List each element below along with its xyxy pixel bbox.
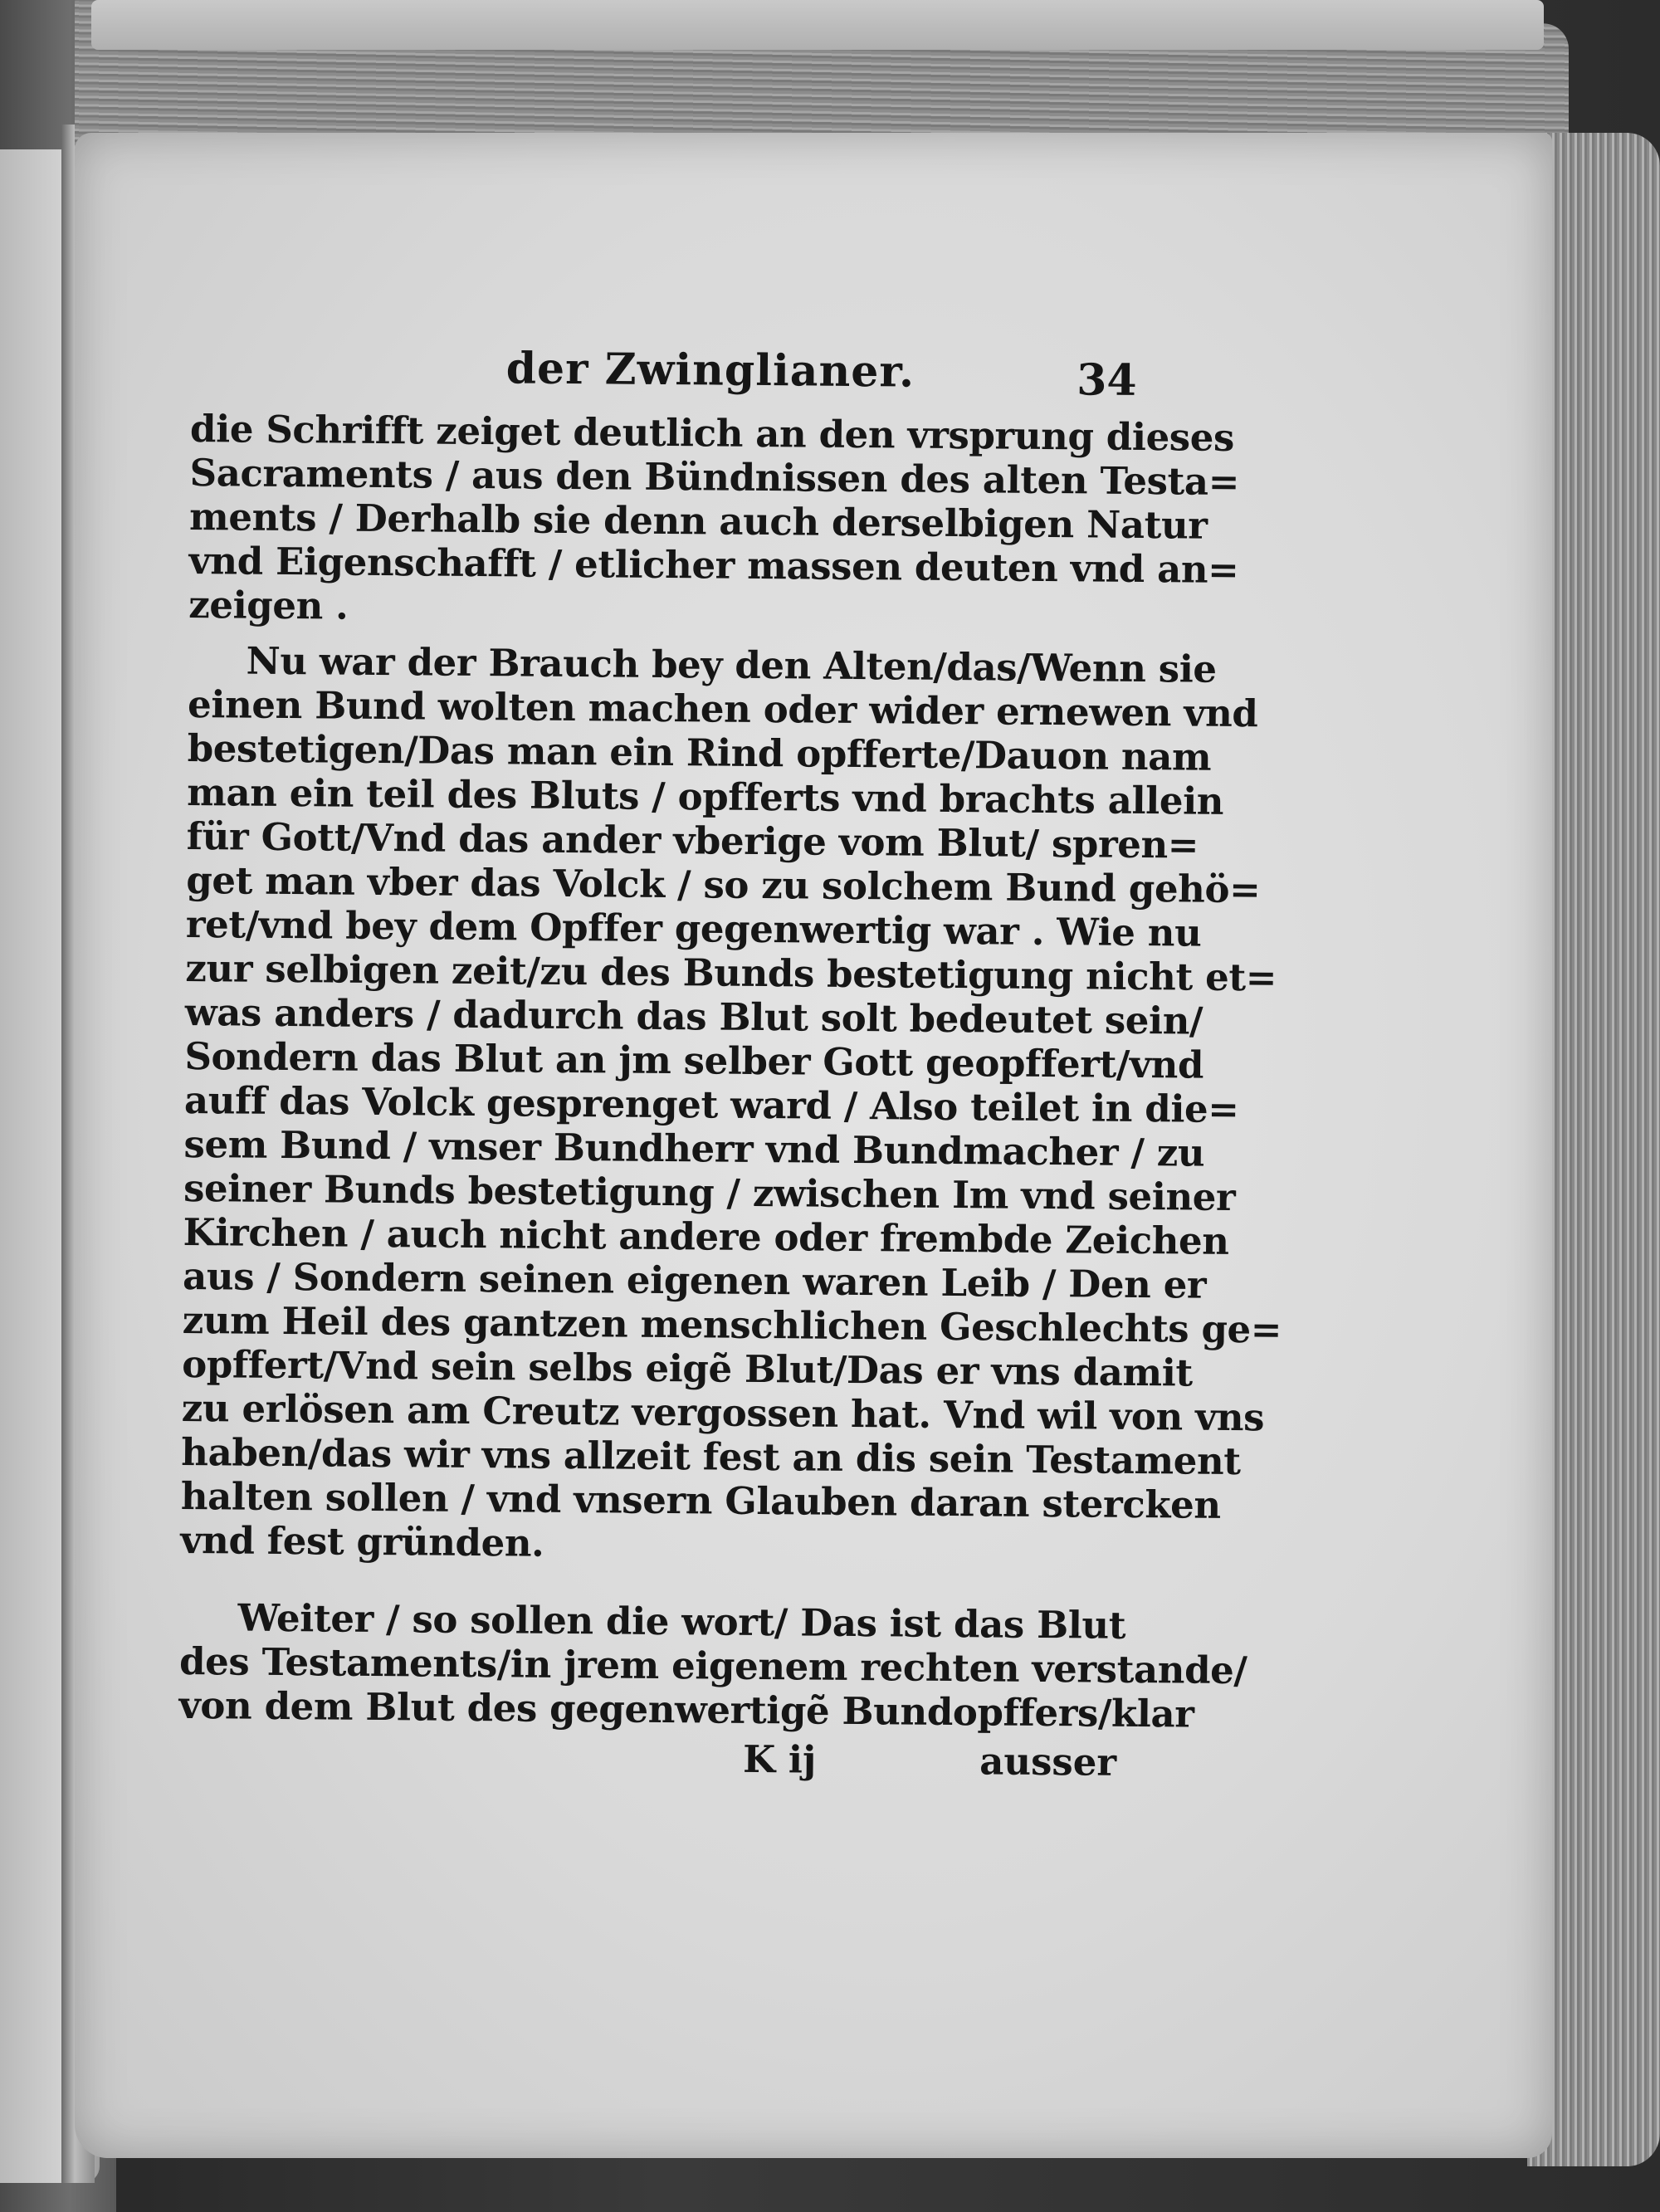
text-line: Sondern das Blut an jm selber Gott geopffert/vnd bbox=[184, 1033, 1204, 1087]
text-line: zu erlösen am Creutz vergossen hat. Vnd wil von vns bbox=[181, 1385, 1265, 1440]
text-line: für Gott/Vnd das ander vberige vom Blut/ spren= bbox=[186, 813, 1199, 867]
paragraph-1 bbox=[188, 406, 1240, 635]
body-text bbox=[178, 406, 1282, 1790]
text-line: bestetigen/Das man ein Rind opfferte/Dauon nam bbox=[187, 725, 1212, 779]
text-line: die Schrifft zeiget deutlich an den vrsprung dieses bbox=[189, 406, 1235, 460]
text-line: haben/das wir vns allzeit fest an dis sein Testament bbox=[181, 1429, 1241, 1484]
text-line: zeigen . bbox=[188, 582, 349, 628]
running-head: der Zwinglianer. bbox=[505, 343, 915, 398]
paragraph-2 bbox=[180, 638, 1282, 1570]
text-line: sem Bund / vnser Bundherr vnd Bundmacher / zu bbox=[183, 1121, 1205, 1175]
binding-strip bbox=[91, 0, 1544, 50]
text-line: Nu war der Brauch bey den Alten/das/Wenn sie bbox=[246, 638, 1217, 691]
text-line: zur selbigen zeit/zu des Bunds bestetigung nicht et= bbox=[185, 945, 1277, 1000]
text-line: aus / Sondern seinen eigenen waren Leib / Den er bbox=[182, 1253, 1207, 1307]
text-line: vnd fest gründen. bbox=[180, 1517, 544, 1565]
text-line: ret/vnd bey dem Opffer gegenwertig war . Wie nu bbox=[185, 901, 1202, 955]
text-line: halten sollen / vnd vnsern Glauben daran stercken bbox=[180, 1473, 1221, 1527]
text-line: man ein teil des Bluts / opfferts vnd brachts allein bbox=[187, 769, 1224, 823]
text-line: des Testaments/in jrem eigenem rechten verstande/ bbox=[178, 1638, 1247, 1693]
text-line: einen Bund wolten machen oder wider ernewen vnd bbox=[187, 681, 1258, 736]
text-line: Sacraments / aus den Bündnissen des alten Testa= bbox=[189, 450, 1240, 505]
signature-mark: K ij bbox=[742, 1736, 817, 1782]
page-footer bbox=[178, 1732, 1125, 1790]
paragraph-3 bbox=[178, 1595, 1247, 1736]
text-line: ments / Derhalb sie denn auch derselbigen Natur bbox=[188, 494, 1208, 548]
text-line: get man vber das Volck / so zu solchem Bund gehö= bbox=[186, 857, 1261, 912]
catchword: ausser bbox=[979, 1739, 1117, 1785]
text-line: Weiter / so sollen die wort/ Das ist das Blut bbox=[237, 1595, 1126, 1648]
text-line: auff das Volck gesprenget ward / Also teilet in die= bbox=[183, 1077, 1239, 1132]
text-line: von dem Blut des gegenwertigẽ Bundopffers/klar bbox=[178, 1682, 1194, 1736]
text-line: vnd Eigenschafft / etlicher massen deuten vnd an= bbox=[188, 538, 1239, 593]
text-line: was anders / dadurch das Blut solt bedeutet sein/ bbox=[184, 989, 1204, 1043]
text-line: seiner Bunds bestetigung / zwischen Im vnd seiner bbox=[183, 1165, 1236, 1220]
text-line: zum Heil des gantzen menschlichen Geschlechts ge= bbox=[182, 1297, 1282, 1352]
text-line: opffert/Vnd sein selbs eigẽ Blut/Das er vns damit bbox=[182, 1341, 1194, 1395]
text-line: Kirchen / auch nicht andere oder frembde Zeichen bbox=[183, 1209, 1229, 1263]
page-number: 34 bbox=[1076, 354, 1137, 406]
